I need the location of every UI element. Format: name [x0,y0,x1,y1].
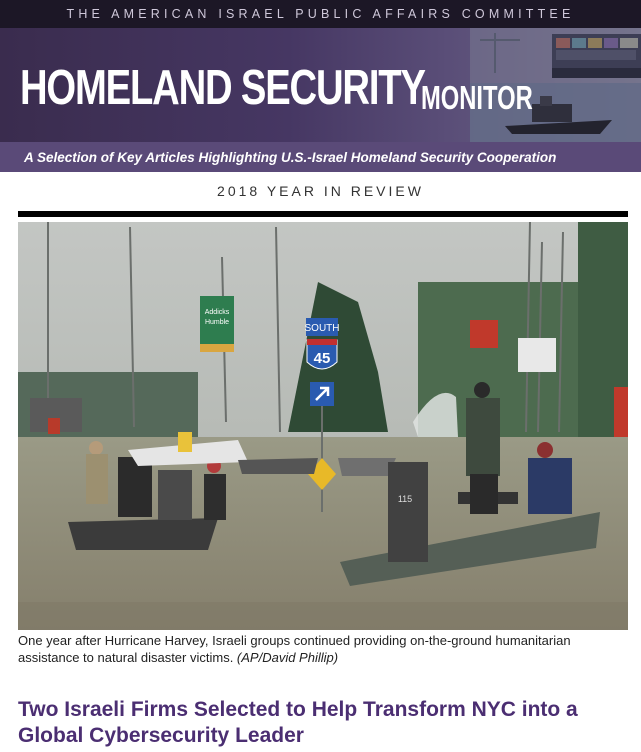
container-ship [552,34,641,78]
svg-text:45: 45 [313,350,331,367]
tagline-bar [0,142,641,172]
org-name: THE AMERICAN ISRAEL PUBLIC AFFAIRS COMMITTEE [66,7,575,21]
svg-text:Humble: Humble [204,319,230,326]
newsletter-title: HOMELAND SECURITY [20,61,425,115]
section-label: 2018 YEAR IN REVIEW [217,183,424,199]
flood-rescue-photo [18,222,628,630]
newsletter-banner [0,28,641,142]
newsletter-subtitle: MONITOR [421,79,533,116]
svg-text:Addicks: Addicks [204,309,230,316]
tagline: A Selection of Key Articles Highlighting U.S.-Israel Homeland Security Cooperation [24,149,557,165]
caption-text: One year after Hurricane Harvey, Israeli groups continued providing on-the-ground humanitarian assistance to natural disaster victims. [18,633,571,665]
section-divider [18,211,628,217]
article-headline-link[interactable]: Two Israeli Firms Selected to Help Transform NYC into a Global Cybersecurity Leader [18,698,578,747]
photo-credit: (AP/David Phillip) [236,650,339,665]
svg-text:SOUTH: SOUTH [304,323,340,334]
exit-sign [200,296,234,352]
org-name-bar [0,0,641,28]
photo-caption [18,632,630,666]
svg-text:115: 115 [397,494,413,504]
